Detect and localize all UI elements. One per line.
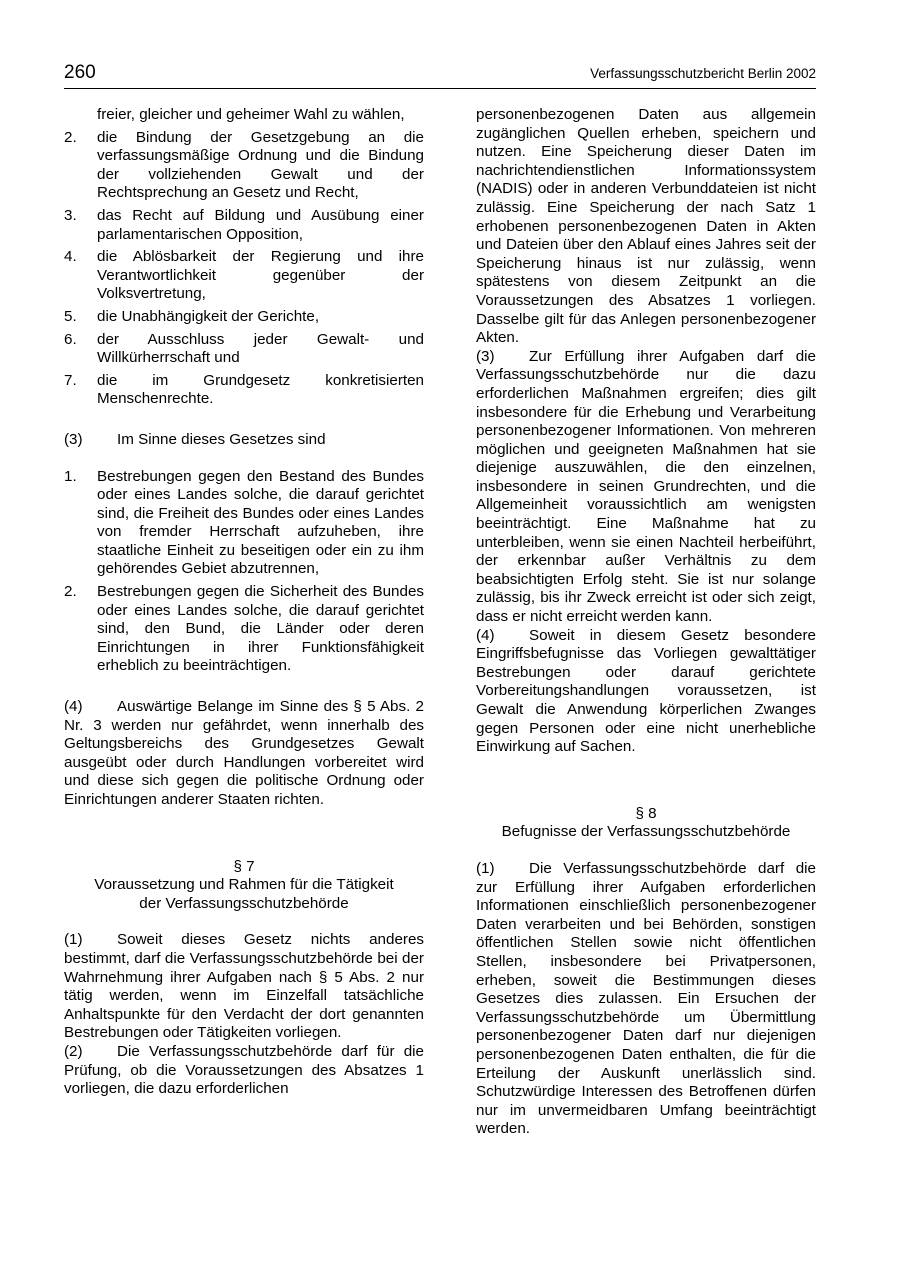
paragraph-number: (4) bbox=[64, 698, 83, 716]
list-item bbox=[64, 248, 424, 304]
spacer bbox=[476, 842, 816, 860]
spacer bbox=[64, 413, 424, 431]
running-title: Verfassungsschutzbericht Berlin 2002 bbox=[590, 66, 816, 81]
spacer bbox=[64, 450, 424, 468]
right-column bbox=[476, 106, 816, 1139]
list-item-continuation: freier, gleicher und geheimer Wahl zu wählen, bbox=[97, 106, 405, 123]
paragraph-number: (2) bbox=[64, 1042, 83, 1060]
page-number: 260 bbox=[64, 62, 96, 83]
list-item-number: 7. bbox=[64, 371, 77, 389]
section-title: Befugnisse der Verfassungsschutzbehörde bbox=[501, 823, 791, 841]
spacer bbox=[476, 757, 816, 805]
list-item bbox=[64, 207, 424, 244]
list-item-text: die im Grundgesetz konkretisierten Menschenrechte. bbox=[97, 371, 424, 408]
list-item-number: 3. bbox=[64, 206, 77, 224]
paragraph-number: (3) bbox=[476, 347, 495, 365]
paragraph-text: Die Verfassungsschutzbehörde darf die zur Erfüllung ihrer Aufgaben erforderlichen Informationen einschließlich personenbezogener Daten verarbeiten und bei Behörden, sonstigen öffentlichen Stellen sowie nicht öffentlichen Stellen, insbesondere bei Privatpersonen, erheben, soweit die Bestimmungen dieses Gesetzes dies zulassen. Ein Ersuchen der Verfassungsschutzbehörde um Übermittlung personenbezogener Daten darf nur diejenigen personenbezogenen Daten enthalten, die für die Erteilung der Auskunft unerlässlich sind. Schutzwürdige Interessen des Betroffenen dürfen nur im unvermeidbaren Umfang beeinträchtigt werden. bbox=[476, 859, 816, 1138]
list-item-text: Bestrebungen gegen die Sicherheit des Bundes oder eines Landes solche, die darauf gerichtet sind, den Bund, die Länder oder deren Einrichtungen in ihrer Funktionsfähigkeit erheblich zu beeinträchtigen. bbox=[97, 583, 424, 675]
list-item-text: die Ablösbarkeit der Regierung und ihre Verantwortlichkeit gegenüber der Volksvertretung, bbox=[97, 248, 424, 303]
section-number: § 8 bbox=[635, 804, 657, 822]
list-item bbox=[64, 583, 424, 676]
paragraph-continuation: personenbezogenen Daten aus allgemein zugänglichen Quellen erheben, speichern und nutzen. Eine Speicherung dieser Daten im nachrichtendienstlichen Informationssystem (NADIS) oder in anderen Verbunddateien ist nicht zulässig. Eine Speicherung der nach Satz 1 erhobenen personenbezogenen Daten in Akten und Dateien über den Ablauf eines Jahres seit der Speicherung hinaus ist nur zulässig, wenn spätestens von diesem Zeitpunkt an die Voraussetzungen des Absatzes 1 vorliegen. Dasselbe gilt für das Anlegen personenbezogener Akten. bbox=[476, 106, 816, 347]
section-title: der Verfassungsschutzbehörde bbox=[139, 894, 349, 912]
paragraph-text: Im Sinne dieses Gesetzes sind bbox=[117, 430, 326, 448]
paragraph-text: Soweit in diesem Gesetz besondere Eingriffsbefugnisse das Vorliegen gewalttätiger Bestrebungen oder darauf gerichtete Vorbereitungshandlungen voraussetzen, ist Gewalt die Anwendung körperlichen Zwanges gegen Personen oder eine nicht unerhebliche Einwirkung auf Sachen. bbox=[476, 626, 816, 756]
paragraph-4 bbox=[476, 627, 816, 757]
spacer bbox=[64, 810, 424, 858]
paragraph-number: (3) bbox=[64, 430, 83, 448]
paragraph-3 bbox=[64, 431, 424, 450]
list-item bbox=[64, 372, 424, 409]
left-column bbox=[64, 106, 424, 1099]
list-item-number: 2. bbox=[64, 583, 77, 601]
list-item-number: 5. bbox=[64, 307, 77, 325]
paragraph-text: Die Verfassungsschutzbehörde darf für die Prüfung, ob die Voraussetzungen des Absatzes 1 vorliegen, die dazu erforderlichen bbox=[64, 1042, 424, 1098]
list-item-text: das Recht auf Bildung und Ausübung einer parlamentarischen Opposition, bbox=[97, 206, 424, 243]
list-item bbox=[64, 331, 424, 368]
page-header bbox=[64, 62, 816, 89]
paragraph-s7-2 bbox=[64, 1043, 424, 1099]
paragraph-number: (4) bbox=[476, 626, 495, 644]
list-item bbox=[64, 468, 424, 580]
list-item-number: 2. bbox=[64, 128, 77, 146]
section-number: § 7 bbox=[233, 857, 255, 875]
list-item-text: die Unabhängigkeit der Gerichte, bbox=[97, 307, 320, 325]
list-item-text: der Ausschluss jeder Gewalt- und Willkürherrschaft und bbox=[97, 330, 424, 367]
paragraph-text: Auswärtige Belange im Sinne des § 5 Abs. 2 Nr. 3 werden nur gefährdet, wenn innerhalb des Geltungsbereichs des Grundgesetzes Gewalt ausgeübt oder durch Handlungen vorbereitet wird und diese sich gegen die politische Ordnung oder Einrichtungen anderer Staaten richten. bbox=[64, 698, 424, 808]
list-item bbox=[64, 308, 424, 327]
spacer bbox=[64, 680, 424, 698]
paragraph-4 bbox=[64, 698, 424, 810]
section-title: Voraussetzung und Rahmen für die Tätigkeit bbox=[94, 876, 394, 894]
list-item-text: die Bindung der Gesetzgebung an die verfassungsmäßige Ordnung und die Bindung der vollziehenden Gewalt und der Rechtsprechung an Gesetz und Recht, bbox=[97, 128, 424, 202]
paragraph-s8-1 bbox=[476, 860, 816, 1139]
paragraph-text: Zur Erfüllung ihrer Aufgaben darf die Verfassungsschutzbehörde nur die dazu erforderlichen Maßnahmen ergreifen; dies gilt insbesondere für die Erhebung und Verarbeitung personenbezogener Informationen. Von mehreren möglichen und geeigneten Maßnahmen hat sie diejenige auszuwählen, die den einzelnen, insbesondere in seinen Grundrechten, und die Allgemeinheit voraussichtlich am wenigsten beeinträchtigt. Eine Maßnahme hat zu unterbleiben, wenn sie einen Nachteil herbeiführt, der erkennbar außer Verhältnis zu dem beabsichtigten Erfolg steht. Sie ist nur solange zulässig, bis ihr Zweck erreicht ist oder sich zeigt, dass er nicht erreicht werden kann. bbox=[476, 347, 816, 626]
paragraph-number: (1) bbox=[64, 931, 83, 949]
list-item-number: 4. bbox=[64, 248, 77, 266]
spacer bbox=[64, 913, 424, 931]
list-item-number: 6. bbox=[64, 330, 77, 348]
list-item-text: Bestrebungen gegen den Bestand des Bundes oder eines Landes solche, die darauf gerichtet sind, die Freiheit des Bundes oder eines Landes von fremder Herrschaft aufzuheben, ihre staatliche Einheit zu beseitigen oder ein zu ihm gehörendes Gebiet abzutrennen, bbox=[97, 467, 424, 578]
paragraph-3 bbox=[476, 348, 816, 627]
paragraph-number: (1) bbox=[476, 859, 495, 877]
paragraph-text: Soweit dieses Gesetz nichts anderes bestimmt, darf die Verfassungsschutzbehörde bei der Wahrnehmung ihrer Aufgaben nach § 5 Abs. 2 nur tätig werden, wenn im Einzelfall tatsächliche Anhaltspunkte für den Verdacht der dort genannten Bestrebungen oder Tätigkeiten vorliegen. bbox=[64, 931, 424, 1042]
list-item bbox=[64, 129, 424, 203]
paragraph-s7-1 bbox=[64, 931, 424, 1043]
list-item-number: 1. bbox=[64, 467, 77, 485]
